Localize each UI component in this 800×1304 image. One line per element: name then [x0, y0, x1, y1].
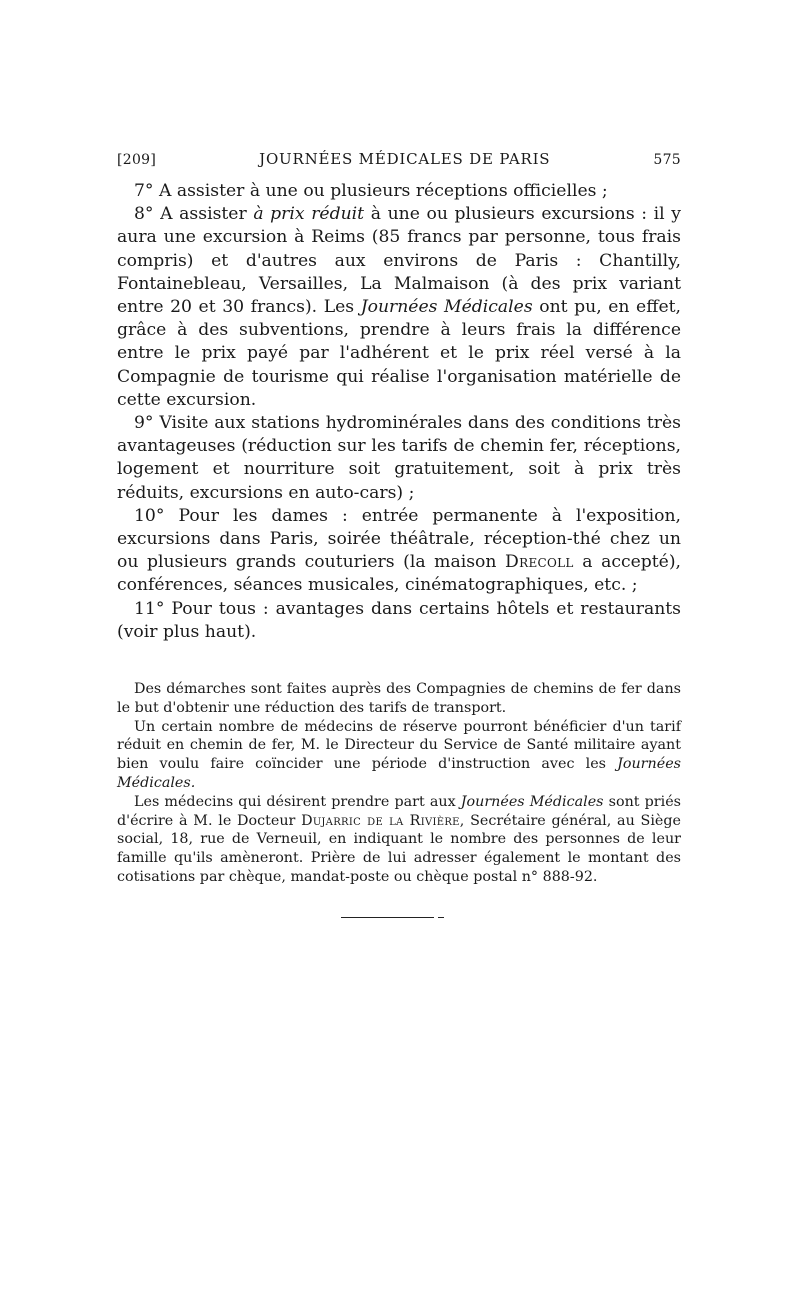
- note-3-text-end: , Secrétaire général, au Siège social, 18, rue de Verneuil, en indiquant le nombre des personnes de leur famille qu'ils amèneront. Prière de lui adresser également le montant des cotisations par chèque, mandat-poste ou chèque postal n° 888-92.: [117, 812, 681, 886]
- item-10-text-start: 10° Pour les dames : entrée permanente à l'exposition, excursions dans Paris, soirée théâtrale, réception-thé chez un ou plusieurs grands couturiers (la maison: [117, 505, 681, 573]
- note-3-italic: Journées Médicales: [460, 793, 604, 810]
- page-number: 575: [653, 152, 681, 168]
- note-1-text: Des démarches sont faites auprès des Compagnies de chemins de fer dans le but d'obtenir une réduction des tarifs de transport.: [117, 681, 681, 716]
- running-title: JOURNÉES MÉDICALES DE PARIS: [259, 150, 551, 168]
- notes-section: [117, 680, 681, 887]
- item-8-italic-price: à prix réduit: [253, 204, 365, 225]
- list-item-7: [117, 180, 681, 203]
- item-10-text-end: a accepté), conférences, séances musicales, cinématographiques, etc. ;: [117, 552, 681, 596]
- item-8-text-end: ont pu, en effet, grâce à des subventions, prendre à leurs frais la différence entre le prix payé par l'adhérent et le prix réel versé à la Compagnie de tourisme qui réalise l'organisation matérielle de cette excursion.: [117, 297, 681, 410]
- end-rule: [341, 917, 434, 918]
- note-3-smallcaps-name: Dujarric de la Rivière: [301, 812, 460, 829]
- item-8-text-start: 8° A assister: [134, 204, 254, 225]
- main-list: [117, 180, 681, 644]
- note-paragraph-1: [117, 680, 681, 718]
- item-11-text: 11° Pour tous : avantages dans certains hôtels et restaurants (voir plus haut).: [117, 598, 681, 642]
- item-10-smallcaps-drecoll: Drecoll: [505, 552, 574, 573]
- note-paragraph-2: [117, 718, 681, 793]
- folio-number: [209]: [117, 152, 157, 168]
- note-2-italic: Journées Médicales.: [117, 756, 681, 792]
- note-paragraph-3: [117, 793, 681, 887]
- page: [117, 150, 681, 887]
- item-9-text: 9° Visite aux stations hydrominérales dans des conditions très avantageuses (réduction sur les tarifs de chemin fer, réceptions, logement et nourriture soit gratuitement, soit à prix très réduits, excursions en auto-cars) ;: [117, 413, 681, 503]
- item-8-italic-journees: Journées Médicales: [360, 297, 533, 318]
- list-item-9: [117, 412, 681, 505]
- item-8-text-middle: à une ou plusieurs excursions : il y aura une excursion à Reims (85 francs par personne, tous frais compris) et d'autres aux environs de Paris : Chantilly, Fontainebleau, Versailles, La Malmaison (à des prix variant entre 20 et 30 francs). Les: [117, 204, 681, 318]
- note-2-text: Un certain nombre de médecins de réserve pourront bénéficier d'un tarif réduit en chemin de fer, M. le Directeur du Service de Santé militaire ayant bien voulu faire coïncider une période d'instruction avec les: [117, 718, 681, 773]
- note-3-text-start: Les médecins qui désirent prendre part aux: [134, 793, 461, 810]
- list-item-10: [117, 505, 681, 598]
- running-header: [117, 150, 681, 168]
- end-rule-dash: [438, 917, 444, 918]
- item-7-text: 7° A assister à une ou plusieurs réceptions officielles ;: [134, 181, 608, 201]
- list-item-11: [117, 598, 681, 644]
- note-3-text-middle: sont priés d'écrire à M. le Docteur: [117, 793, 682, 829]
- list-item-8: [117, 203, 681, 412]
